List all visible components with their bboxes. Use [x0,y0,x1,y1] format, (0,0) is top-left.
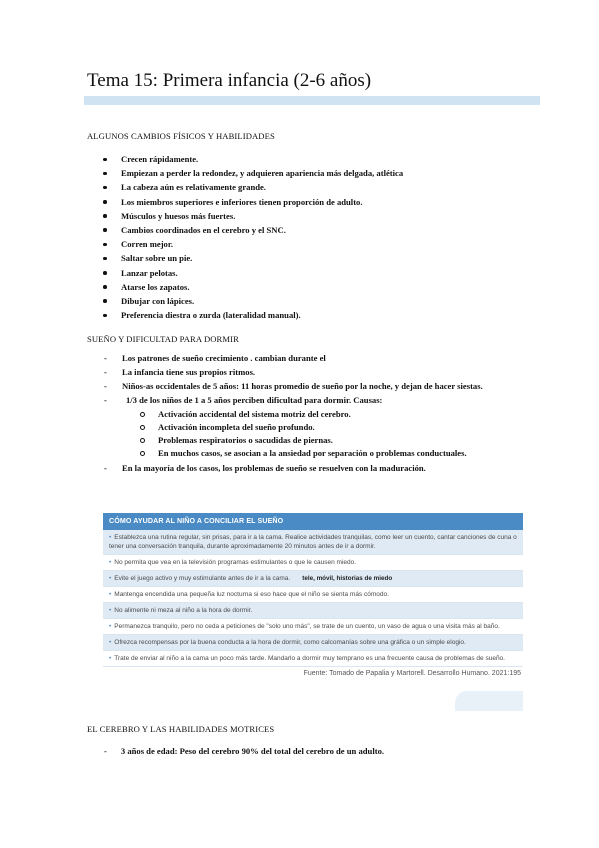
list-item: Saltar sobre un pie. [102,251,403,265]
list-item: Activación accidental del sistema motriz del cerebro. [122,408,488,421]
bullet-icon [103,228,107,232]
list-item: Dibujar con lápices. [102,294,403,308]
bullet-icon [103,243,107,247]
title-underline-bar [84,96,540,105]
list-item: Crecen rápidamente. [102,152,403,166]
bullet-icon [103,172,107,176]
bullet-icon [103,214,107,218]
bullet-icon [103,186,107,190]
bullet-icon [103,285,107,289]
list-item: Empiezan a perder la redondez, y adquieren apariencia más delgada, atlética [102,166,403,180]
table-row: • Ofrezca recompensas por la buena conducta a la hora de dormir, como calcomanías sobre una gráfica o un simple elogio. [103,635,523,651]
table-row: • Evite el juego activo y muy estimulante antes de ir a la cama. tele, móvil, historias de miedo [103,571,523,587]
list-item: Preferencia diestra o zurda (lateralidad manual). [102,308,403,322]
list-item: - En la mayoría de los casos, los problemas de sueño se resuelven con la maduración. [104,463,426,473]
list-item: - 1/3 de los niños de 1 a 5 años perciben dificultad para dormir. Causas: Activación accidental del sistema motriz del cerebro. Activación incompleta del sueño profundo. Problemas respiratorios o sacudidas de piernas. En muchos casos, se asocian a la ansiedad por separación o problemas conductuales. [104,394,514,460]
table-source: Fuente: Tomado de Papalia y Martorell. Desarrollo Humano. 2021:195 [303,670,521,677]
table-row: • No alimente ni meza al niño a la hora de dormir. [103,603,523,619]
table-row: • Establezca una rutina regular, sin prisas, para ir a la cama. Realice actividades tranquilas, como leer un cuento, cantar canciones de cuna o tener una conversación tranquila, durante aproximadamente 20 minutos antes de ir a dormir. [103,530,523,555]
page-title: Tema 15: Primera infancia (2-6 años) [87,70,372,91]
table-header: CÓMO AYUDAR AL NIÑO A CONCILIAR EL SUEÑO [103,513,523,530]
sleep-tips-table [103,513,523,711]
sleep-list [104,352,514,475]
section-heading-sleep: SUEÑO Y DIFICULTAD PARA DORMIR [87,334,239,344]
table-row: • Mantenga encendida una pequeña luz nocturna si eso hace que el niño se sienta más cómodo. [103,587,523,603]
bullet-icon [103,271,107,275]
list-item: - La infancia tiene sus propios ritmos. [104,367,256,377]
list-item: Corren mejor. [102,237,403,251]
list-item: Atarse los zapatos. [102,280,403,294]
bullet-icon [103,299,107,303]
list-item: Los miembros superiores e inferiores tienen proporción de adulto. [102,195,403,209]
list-item: Músculos y huesos más fuertes. [102,209,403,223]
bullet-icon [103,200,107,204]
sleep-causes-list [122,408,514,460]
bullet-icon [103,158,107,162]
list-item: En muchos casos, se asocian a la ansiedad por separación o problemas conductuales. [122,447,488,460]
list-item: - 3 años de edad: Peso del cerebro 90% del total del cerebro de un adulto. [104,746,385,756]
list-item: Cambios coordinados en el cerebro y el SNC. [102,223,403,237]
circle-bullet-icon [140,412,145,417]
table-row: • Trate de enviar al niño a la cama un poco más tarde. Mandarlo a dormir muy temprano es una frecuente causa de problemas de sueño. [103,651,523,667]
bullet-icon [103,257,107,261]
list-item: - Niños-as occidentales de 5 años: 11 horas promedio de sueño por la noche, y dejan de hacer siestas. [104,381,483,391]
bullet-icon [103,314,107,318]
section-heading-brain-motor: EL CEREBRO Y LAS HABILIDADES MOTRICES [87,724,275,734]
handwritten-annotation: tele, móvil, historias de miedo [302,575,393,582]
list-item: La cabeza aún es relativamente grande. [102,180,403,194]
list-item: Lanzar pelotas. [102,266,403,280]
list-item: - Los patrones de sueño crecimiento . cambian durante el [104,353,326,363]
section-heading-physical-changes: ALGUNOS CAMBIOS FÍSICOS Y HABILIDADES [87,131,275,141]
table-row: • No permita que vea en la televisión programas estimulantes o que le causen miedo. [103,555,523,571]
circle-bullet-icon [140,451,145,456]
circle-bullet-icon [140,438,145,443]
physical-changes-list [102,152,403,322]
decorative-shape [455,691,523,711]
circle-bullet-icon [140,425,145,430]
table-row: • Permanezca tranquilo, pero no ceda a peticiones de "solo uno más", se trate de un cuento, un vaso de agua o una visita más al baño. [103,619,523,635]
list-item: Problemas respiratorios o sacudidas de piernas. [122,434,488,447]
list-item: Activación incompleta del sueño profundo. [122,421,488,434]
